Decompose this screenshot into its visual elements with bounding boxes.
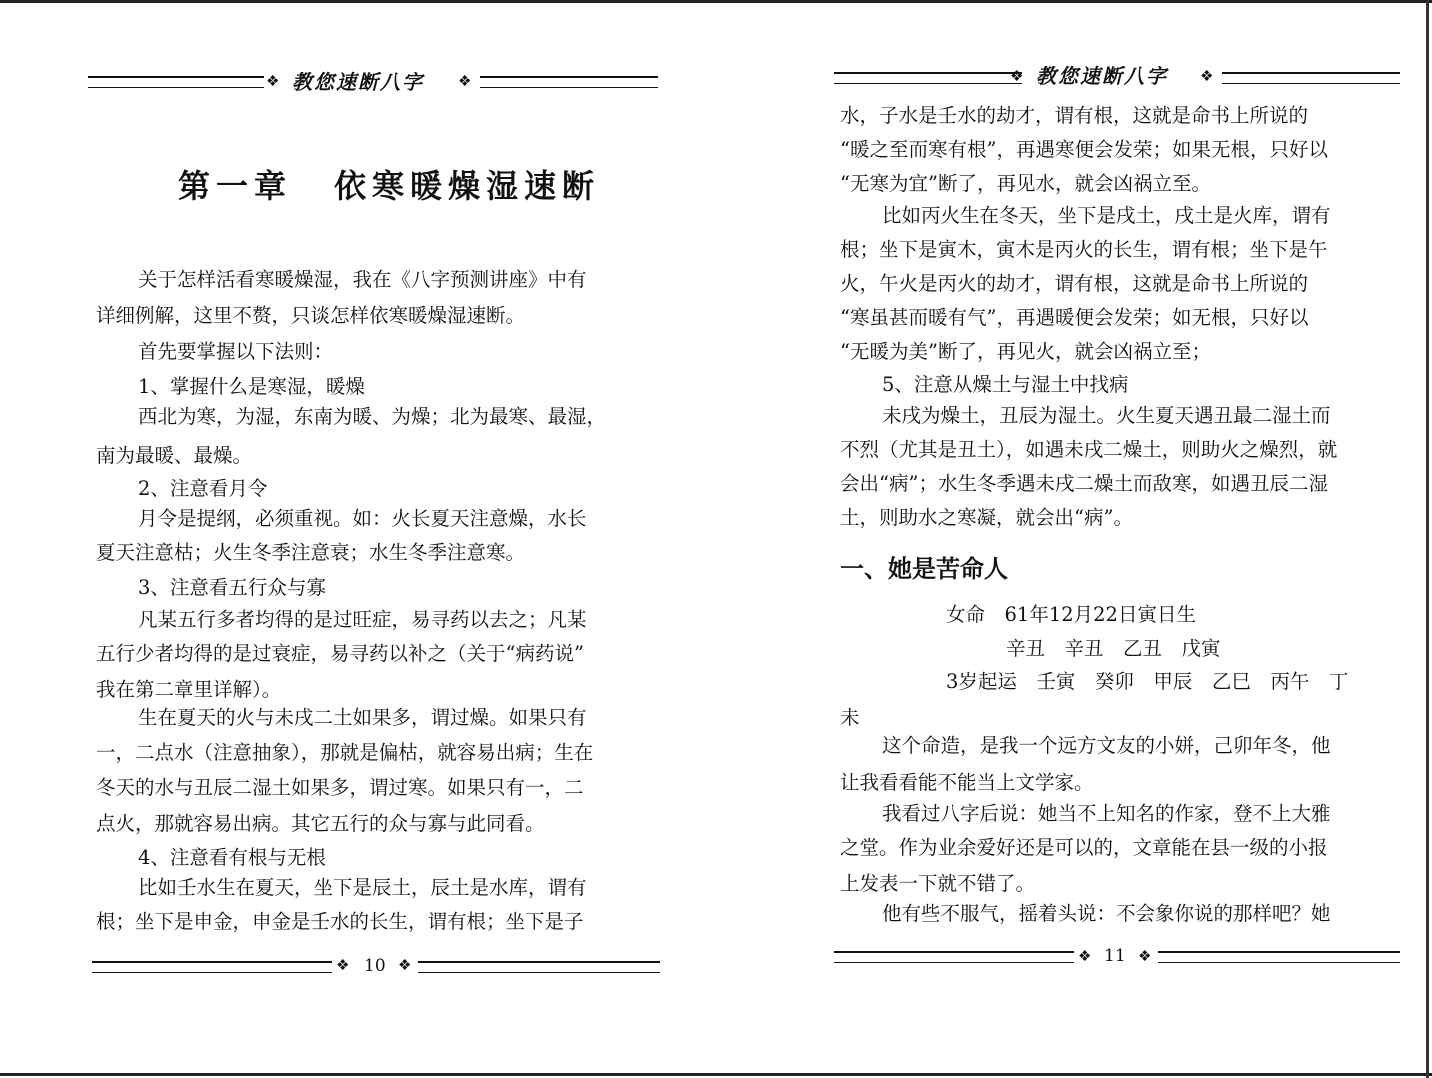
text-line: “暖之至而寒有根”，再遇寒便会发荣；如果无根，只好以 bbox=[840, 138, 1328, 161]
knot-ornament-icon: ❖ bbox=[336, 956, 350, 974]
knot-ornament-icon: ❖ bbox=[1138, 947, 1152, 965]
text-line: 西北为寒，为湿，东南为暖、为燥；北为最寒、最湿， bbox=[138, 405, 607, 428]
text-line: 南为最暖、最燥。 bbox=[96, 444, 253, 467]
text-line: 我在第二章里详解）。 bbox=[96, 678, 282, 701]
text-line: 我看过八字后说：她当不上知名的作家，登不上大雅 bbox=[882, 802, 1331, 825]
knot-ornament-icon: ❖ bbox=[266, 72, 280, 90]
knot-ornament-icon: ❖ bbox=[398, 956, 412, 974]
page-number: 11 bbox=[1104, 946, 1126, 966]
header-rule-right bbox=[480, 76, 658, 88]
footer-rule-left bbox=[92, 961, 332, 973]
text-line: 五行少者均得的是过衰症，易寻药以补之（关于“病药说” bbox=[96, 642, 584, 665]
chart-luck-wrap: 未 bbox=[840, 706, 860, 729]
chapter-number: 第一章 bbox=[178, 167, 293, 205]
text-line: 3、注意看五行众与寡 bbox=[138, 576, 326, 599]
footer-rule-left bbox=[834, 951, 1074, 963]
text-line: 比如壬水生在夏天，坐下是辰土，辰土是水库，谓有 bbox=[138, 876, 587, 899]
text-line: “无暖为美”断了，再见火，就会凶祸立至； bbox=[840, 340, 1211, 363]
knot-ornament-icon: ❖ bbox=[1200, 67, 1214, 85]
text-line: 生在夏天的火与未戌二土如果多，谓过燥。如果只有 bbox=[138, 706, 587, 729]
text-line: 根；坐下是申金，申金是壬水的长生，谓有根；坐下是子 bbox=[96, 910, 584, 933]
text-line: 这个命造，是我一个远方文友的小姘，己卯年冬，他 bbox=[882, 734, 1331, 757]
text-line: 一，二点水（注意抽象），那就是偏枯，就容易出病；生在 bbox=[96, 741, 594, 764]
text-line: 月令是提纲，必须重视。如：火长夏天注意燥，水长 bbox=[138, 507, 587, 530]
chapter-name: 依寒暖燥湿速断 bbox=[334, 167, 601, 205]
footer-rule-right bbox=[418, 961, 660, 973]
text-line: 5、注意从燥土与湿土中找病 bbox=[882, 373, 1129, 396]
right-page bbox=[716, 0, 1432, 1078]
page-number: 10 bbox=[364, 956, 386, 976]
knot-ornament-icon: ❖ bbox=[458, 72, 472, 90]
section-heading: 一、她是苦命人 bbox=[840, 554, 1008, 583]
text-line: 首先要掌握以下法则： bbox=[138, 340, 334, 363]
text-line: 让我看看能不能当上文学家。 bbox=[840, 771, 1094, 794]
text-line: 关于怎样活看寒暖燥湿，我在《八字预测讲座》中有 bbox=[138, 268, 587, 291]
chart-pillars: 辛丑 辛丑 乙丑 戊寅 bbox=[1006, 637, 1221, 660]
text-line: 土，则助水之寒凝，就会出“病”。 bbox=[840, 506, 1133, 529]
chart-luck-cycles: 3岁起运 壬寅 癸卯 甲辰 乙巳 丙午 丁 bbox=[946, 670, 1349, 693]
text-line: “寒虽甚而暖有气”，再遇暖便会发荣；如无根，只好以 bbox=[840, 306, 1309, 329]
running-header: 教您速断八字 bbox=[1036, 64, 1168, 88]
text-line: 1、掌握什么是寒湿，暖燥 bbox=[138, 375, 365, 398]
text-line: 根；坐下是寅木，寅木是丙火的长生，谓有根；坐下是午 bbox=[840, 238, 1328, 261]
text-line: 上发表一下就不错了。 bbox=[840, 872, 1036, 895]
header-rule-right bbox=[1222, 72, 1400, 84]
text-line: 未戌为燥土，丑辰为湿土。火生夏天遇丑最二湿土而 bbox=[882, 404, 1331, 427]
text-line: 火，午火是丙火的劫才，谓有根，这就是命书上所说的 bbox=[840, 272, 1309, 295]
header-rule-left bbox=[834, 72, 1022, 84]
running-header: 教您速断八字 bbox=[292, 70, 424, 94]
text-line: 比如丙火生在冬天，坐下是戌土，戌土是火库，谓有 bbox=[882, 204, 1331, 227]
knot-ornament-icon: ❖ bbox=[1010, 67, 1024, 85]
text-line: 详细例解，这里不赘，只谈怎样依寒暖燥湿速断。 bbox=[96, 304, 526, 327]
header-rule-left bbox=[88, 76, 264, 88]
knot-ornament-icon: ❖ bbox=[1078, 947, 1092, 965]
text-line: 2、注意看月令 bbox=[138, 477, 268, 500]
footer-rule-right bbox=[1158, 951, 1400, 963]
text-line: 点火，那就容易出病。其它五行的众与寡与此同看。 bbox=[96, 812, 545, 835]
text-line: 夏天注意枯；火生冬季注意衰；水生冬季注意寒。 bbox=[96, 541, 526, 564]
text-line: “无寒为宜”断了，再见水，就会凶祸立至。 bbox=[840, 172, 1211, 195]
text-line: 之堂。作为业余爱好还是可以的，文章能在县一级的小报 bbox=[840, 836, 1328, 859]
text-line: 凡某五行多者均得的是过旺症，易寻药以去之；凡某 bbox=[138, 608, 587, 631]
chart-birth: 女命 61年12月22日寅日生 bbox=[946, 603, 1196, 626]
text-line: 不烈（尤其是丑土），如遇未戌二燥土，则助火之燥烈，就 bbox=[840, 438, 1338, 461]
text-line: 他有些不服气，摇着头说：不会象你说的那样吧？她 bbox=[882, 902, 1331, 925]
text-line: 4、注意看有根与无根 bbox=[138, 846, 326, 869]
text-line: 水，子水是壬水的劫才，谓有根，这就是命书上所说的 bbox=[840, 104, 1309, 127]
chapter-title bbox=[178, 166, 600, 206]
text-line: 冬天的水与丑辰二湿土如果多，谓过寒。如果只有一，二 bbox=[96, 776, 584, 799]
text-line: 会出“病”；水生冬季遇未戌二燥土而敌寒，如遇丑辰二湿 bbox=[840, 472, 1328, 495]
